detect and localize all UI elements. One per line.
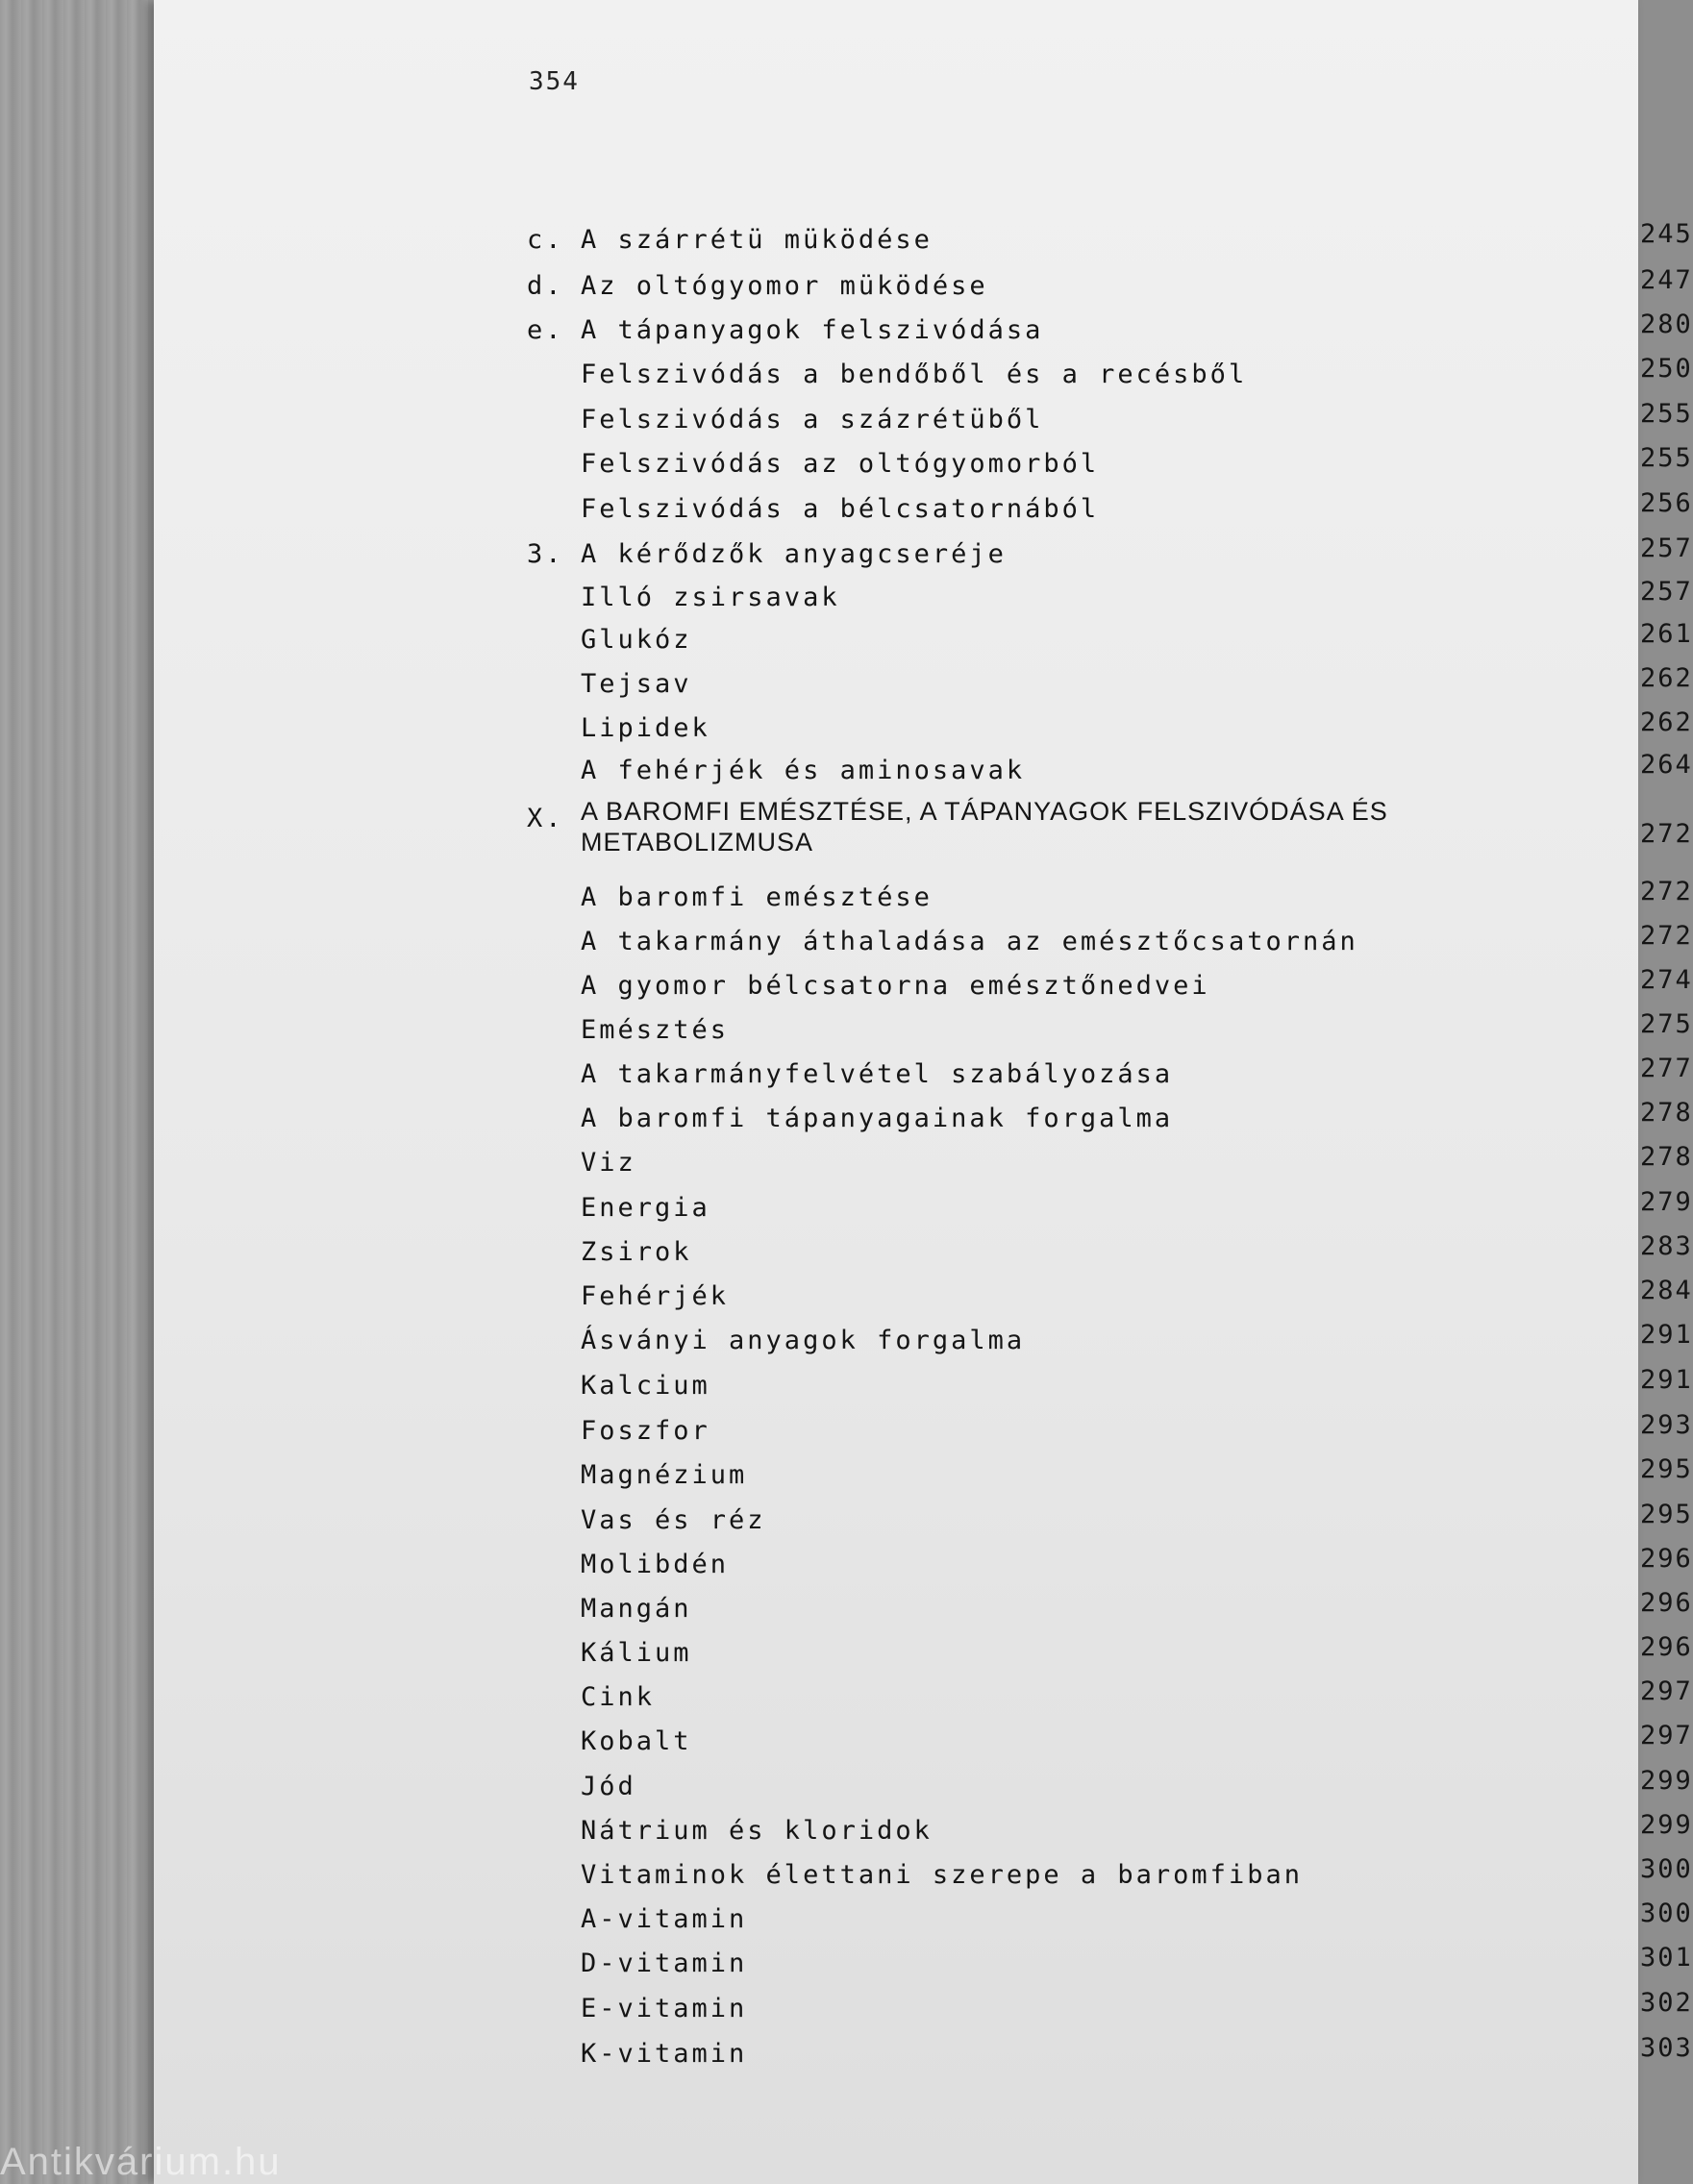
toc-entry (154, 1544, 1693, 1582)
toc-entry-page: 278 (1640, 1142, 1693, 1172)
toc-entry-page: 255 (1640, 443, 1693, 473)
toc-entry-title: Emésztés (581, 1015, 730, 1045)
toc-entry (154, 488, 1693, 527)
toc-entry-title: Nátrium és kloridok (581, 1816, 933, 1846)
toc-entry-number: e. (527, 315, 564, 345)
toc-entry-page: 274 (1640, 965, 1693, 995)
toc-entry (154, 1142, 1693, 1180)
toc-entry-title: A fehérjék és aminosavak (581, 756, 1026, 785)
toc-entry-page: 247 (1640, 265, 1693, 295)
toc-entry (154, 1588, 1693, 1626)
toc-entry-title: Felszivódás a bélcsatornából (581, 494, 1100, 524)
toc-entry-number: d. (527, 271, 564, 301)
toc-entry-page: 300 (1640, 1899, 1693, 1928)
toc-entry-page: 296 (1640, 1544, 1693, 1574)
toc-entry-page: 300 (1640, 1854, 1693, 1884)
toc-entry-page: 257 (1640, 577, 1693, 607)
wooden-background (0, 0, 163, 2184)
toc-entry (154, 1009, 1693, 1048)
toc-entry-page: 256 (1640, 488, 1693, 518)
toc-entry-page: 284 (1640, 1276, 1693, 1305)
toc-entry (154, 921, 1693, 959)
toc-entry-title: A baromfi tápanyagainak forgalma (581, 1104, 1174, 1133)
toc-entry (154, 965, 1693, 1004)
toc-entry (154, 1054, 1693, 1092)
toc-entry (154, 1454, 1693, 1493)
toc-entry (154, 577, 1693, 615)
toc-entry-page: 262 (1640, 663, 1693, 693)
toc-entry (154, 1231, 1693, 1270)
toc-entry-title: Cink (581, 1682, 656, 1712)
toc-entry-page: 299 (1640, 1766, 1693, 1796)
toc-entry (154, 310, 1693, 348)
toc-entry-page: 296 (1640, 1632, 1693, 1662)
toc-entry (154, 619, 1693, 658)
toc-entry (154, 1943, 1693, 1981)
toc-entry-title: Energia (581, 1193, 710, 1223)
toc-entry-page: 291 (1640, 1365, 1693, 1395)
toc-entry-page: 280 (1640, 310, 1693, 339)
toc-entry-title: Kobalt (581, 1726, 692, 1756)
toc-entry-page: 245 (1640, 219, 1693, 249)
toc-entry-page: 296 (1640, 1588, 1693, 1618)
toc-entry-page: 301 (1640, 1943, 1693, 1973)
toc-entry-title: A gyomor bélcsatorna emésztőnedvei (581, 971, 1210, 1001)
toc-entry-title: Az oltógyomor müködése (581, 271, 988, 301)
toc-entry-page: 264 (1640, 750, 1693, 780)
toc-entry (154, 1632, 1693, 1671)
toc-entry-page: 279 (1640, 1187, 1693, 1217)
toc-entry-page: 283 (1640, 1231, 1693, 1261)
toc-entry (154, 1410, 1693, 1449)
toc-entry (154, 877, 1693, 915)
toc-entry (154, 750, 1693, 788)
toc-entry-title: A baromfi emésztése (581, 882, 933, 912)
toc-entry-page: 295 (1640, 1500, 1693, 1529)
toc-entry-title: Tejsav (581, 669, 692, 699)
toc-entry-title-line2: METABOLIZMUSA (581, 828, 814, 856)
toc-entry-title: A kérődzők anyagcseréje (581, 539, 1007, 569)
toc-entry (154, 1766, 1693, 1804)
toc-entry-title: Illó zsirsavak (581, 583, 840, 612)
toc-entry (154, 797, 1693, 856)
toc-entry-page: 297 (1640, 1676, 1693, 1706)
toc-entry (154, 1810, 1693, 1849)
toc-entry (154, 663, 1693, 702)
toc-entry-page: 293 (1640, 1410, 1693, 1440)
toc-entry (154, 2033, 1693, 2072)
book-page (154, 0, 1693, 2184)
toc-entry (154, 1988, 1693, 2026)
toc-entry-title: Fehérjék (581, 1281, 730, 1311)
toc-entry-page: 272 (1640, 819, 1693, 849)
toc-entry-page: 272 (1640, 921, 1693, 951)
toc-entry-page: 272 (1640, 877, 1693, 906)
toc-entry-title: Glukóz (581, 625, 692, 655)
toc-entry-title: Molibdén (581, 1550, 730, 1579)
toc-entry (154, 1854, 1693, 1893)
toc-entry-title: Felszivódás a százrétüből (581, 405, 1044, 434)
toc-entry-title: Jód (581, 1772, 636, 1801)
toc-entry-page: 257 (1640, 534, 1693, 563)
toc-entry-page: 261 (1640, 619, 1693, 649)
toc-entry-title: Lipidek (581, 713, 710, 743)
toc-entry (154, 399, 1693, 437)
toc-entry-title: Magnézium (581, 1460, 748, 1490)
table-of-contents (154, 0, 1693, 2184)
toc-entry (154, 443, 1693, 482)
toc-entry-page: 295 (1640, 1454, 1693, 1484)
toc-entry (154, 219, 1693, 258)
toc-entry-title: Ásványi anyagok forgalma (581, 1326, 1026, 1355)
toc-entry-number: 3. (527, 539, 564, 569)
toc-entry (154, 707, 1693, 746)
toc-entry-title: D-vitamin (581, 1948, 748, 1978)
toc-entry-page: 255 (1640, 399, 1693, 429)
toc-entry-title: Zsirok (581, 1237, 692, 1267)
toc-entry (154, 1187, 1693, 1226)
toc-entry (154, 354, 1693, 392)
toc-entry-page: 262 (1640, 707, 1693, 737)
toc-entry-page: 278 (1640, 1098, 1693, 1128)
toc-entry-title: A szárrétü müködése (581, 225, 933, 255)
toc-entry-page: 297 (1640, 1721, 1693, 1750)
toc-entry-title: Kálium (581, 1638, 692, 1668)
toc-entry-title: Kalcium (581, 1371, 710, 1401)
toc-entry-title: Vas és réz (581, 1505, 766, 1535)
toc-entry-title: E-vitamin (581, 1994, 748, 2023)
toc-entry-title: A-vitamin (581, 1904, 748, 1934)
toc-entry-page: 275 (1640, 1009, 1693, 1039)
toc-entry-title: K-vitamin (581, 2039, 748, 2069)
toc-entry-page: 291 (1640, 1320, 1693, 1350)
toc-entry-title: Foszfor (581, 1416, 710, 1446)
toc-entry (154, 1500, 1693, 1538)
toc-entry (154, 1676, 1693, 1715)
toc-entry-title: Viz (581, 1148, 636, 1178)
toc-entry (154, 265, 1693, 304)
toc-entry-page: 250 (1640, 354, 1693, 384)
toc-entry-title: A takarmány áthaladása az emésztőcsatornán (581, 927, 1358, 956)
toc-entry-title: A tápanyagok felszivódása (581, 315, 1044, 345)
toc-entry-page: 277 (1640, 1054, 1693, 1083)
toc-entry-number: c. (527, 225, 564, 255)
toc-entry-title: A takarmányfelvétel szabályozása (581, 1059, 1174, 1089)
toc-entry (154, 1899, 1693, 1937)
toc-entry-page: 302 (1640, 1988, 1693, 2018)
toc-entry-number: X. (527, 804, 564, 833)
toc-entry-title: Felszivódás a bendőből és a recésből (581, 360, 1248, 389)
toc-entry-title (581, 796, 1388, 857)
toc-entry-title-line1: A BAROMFI EMÉSZTÉSE, A TÁPANYAGOK FELSZIVÓDÁSA ÉS (581, 797, 1388, 826)
page-number: 354 (529, 67, 580, 96)
toc-entry (154, 1365, 1693, 1403)
toc-entry-page: 303 (1640, 2033, 1693, 2063)
toc-entry-title: Mangán (581, 1594, 692, 1624)
toc-entry-page: 299 (1640, 1810, 1693, 1840)
toc-entry (154, 1721, 1693, 1759)
toc-entry (154, 534, 1693, 572)
toc-entry (154, 1320, 1693, 1358)
toc-entry (154, 1098, 1693, 1136)
watermark: Antikvárium.hu (0, 2141, 282, 2183)
toc-entry-title: Vitaminok élettani szerepe a baromfiban (581, 1860, 1303, 1890)
toc-entry-title: Felszivódás az oltógyomorból (581, 449, 1100, 479)
toc-entry (154, 1276, 1693, 1314)
